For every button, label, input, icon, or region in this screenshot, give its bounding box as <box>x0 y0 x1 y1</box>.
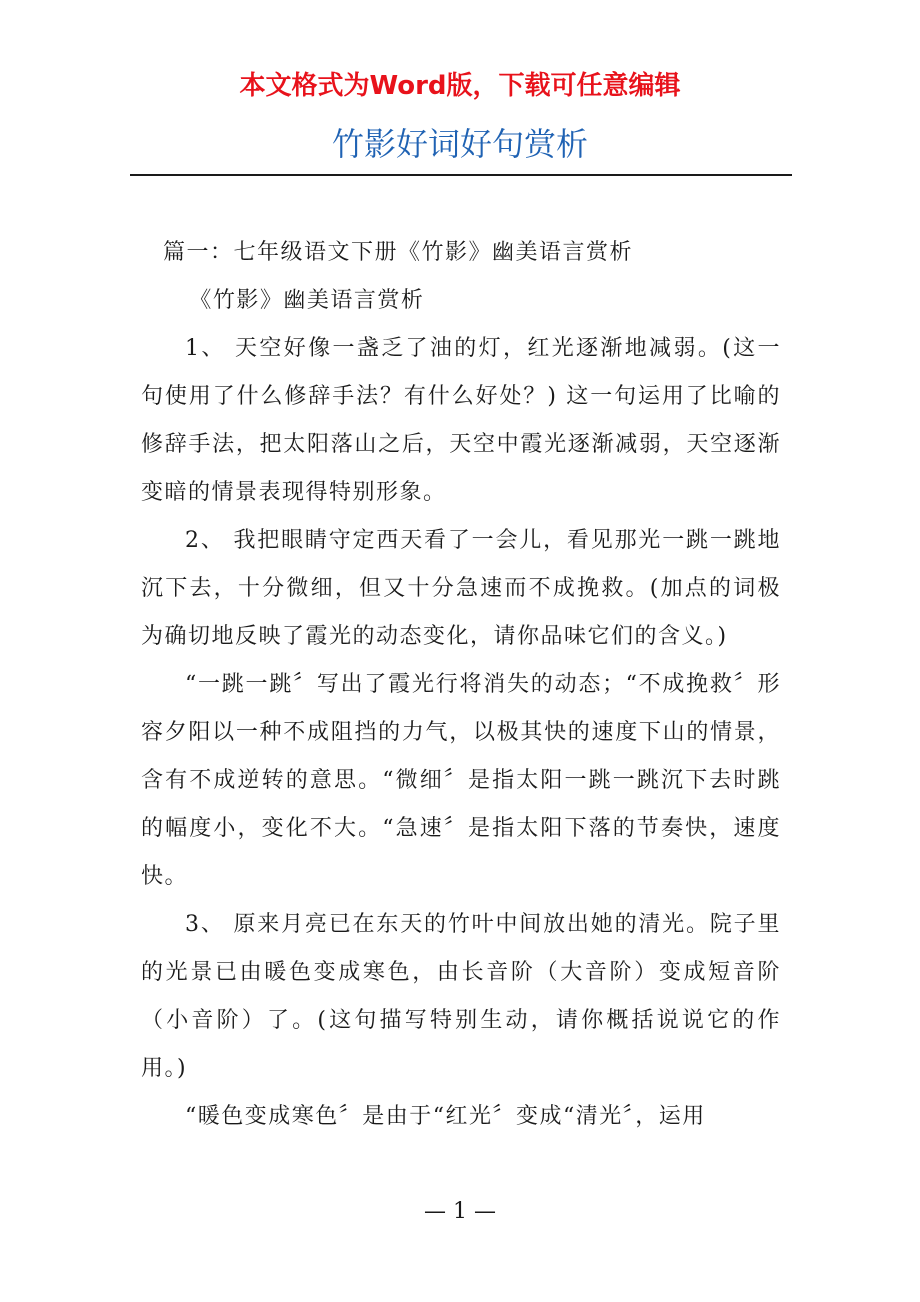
page-number: — 1 — <box>424 1199 496 1224</box>
paragraph-item-3-analysis: “暖色变成寒色〞是由于“红光〞变成“清光〞，运用 <box>185 1104 706 1129</box>
paragraph-item-2-analysis: “一跳一跳〞写出了霞光行将消失的动态；“不成挽救〞形容夕阳以一种不成阻挡的力气，以极其快的速度下山的情景，含有不成逆转的意思。“微细〞是指太阳一跳一跳沉下去时跳的幅度小，变化不大。“急速〞是指太阳下落的节奏快，速度快。 <box>141 672 781 889</box>
paragraph-item-1: 1、 天空好像一盏乏了油的灯，红光逐渐地减弱。(这一句使用了什么修辞手法？有什么好处？) 这一句运用了比喻的修辞手法，把太阳落山之后，天空中霞光逐渐减弱，天空逐渐变暗的情景表现得特别形象。 <box>141 336 782 505</box>
document-body <box>141 229 781 1141</box>
paragraph-item-3: 3、 原来月亮已在东天的竹叶中间放出她的清光。院子里的光景已由暖色变成寒色，由长音阶（大音阶）变成短音阶（小音阶）了。(这句描写特别生动，请你概括说说它的作用。) <box>141 912 781 1081</box>
section-subheading: 《竹影》幽美语言赏析 <box>189 288 425 313</box>
document-title: 竹影好词好句赏析 <box>331 125 588 163</box>
title-divider <box>130 174 792 176</box>
section-heading: 篇一：七年级语文下册《竹影》幽美语言赏析 <box>163 240 634 265</box>
paragraph-item-2: 2、 我把眼睛守定西天看了一会儿，看见那光一跳一跳地沉下去，十分微细，但又十分急速而不成挽救。(加点的词极为确切地反映了霞光的动态变化，请你品味它们的含义。) <box>141 528 781 649</box>
format-notice-banner: 本文格式为Word版，下载可任意编辑 <box>239 71 681 101</box>
